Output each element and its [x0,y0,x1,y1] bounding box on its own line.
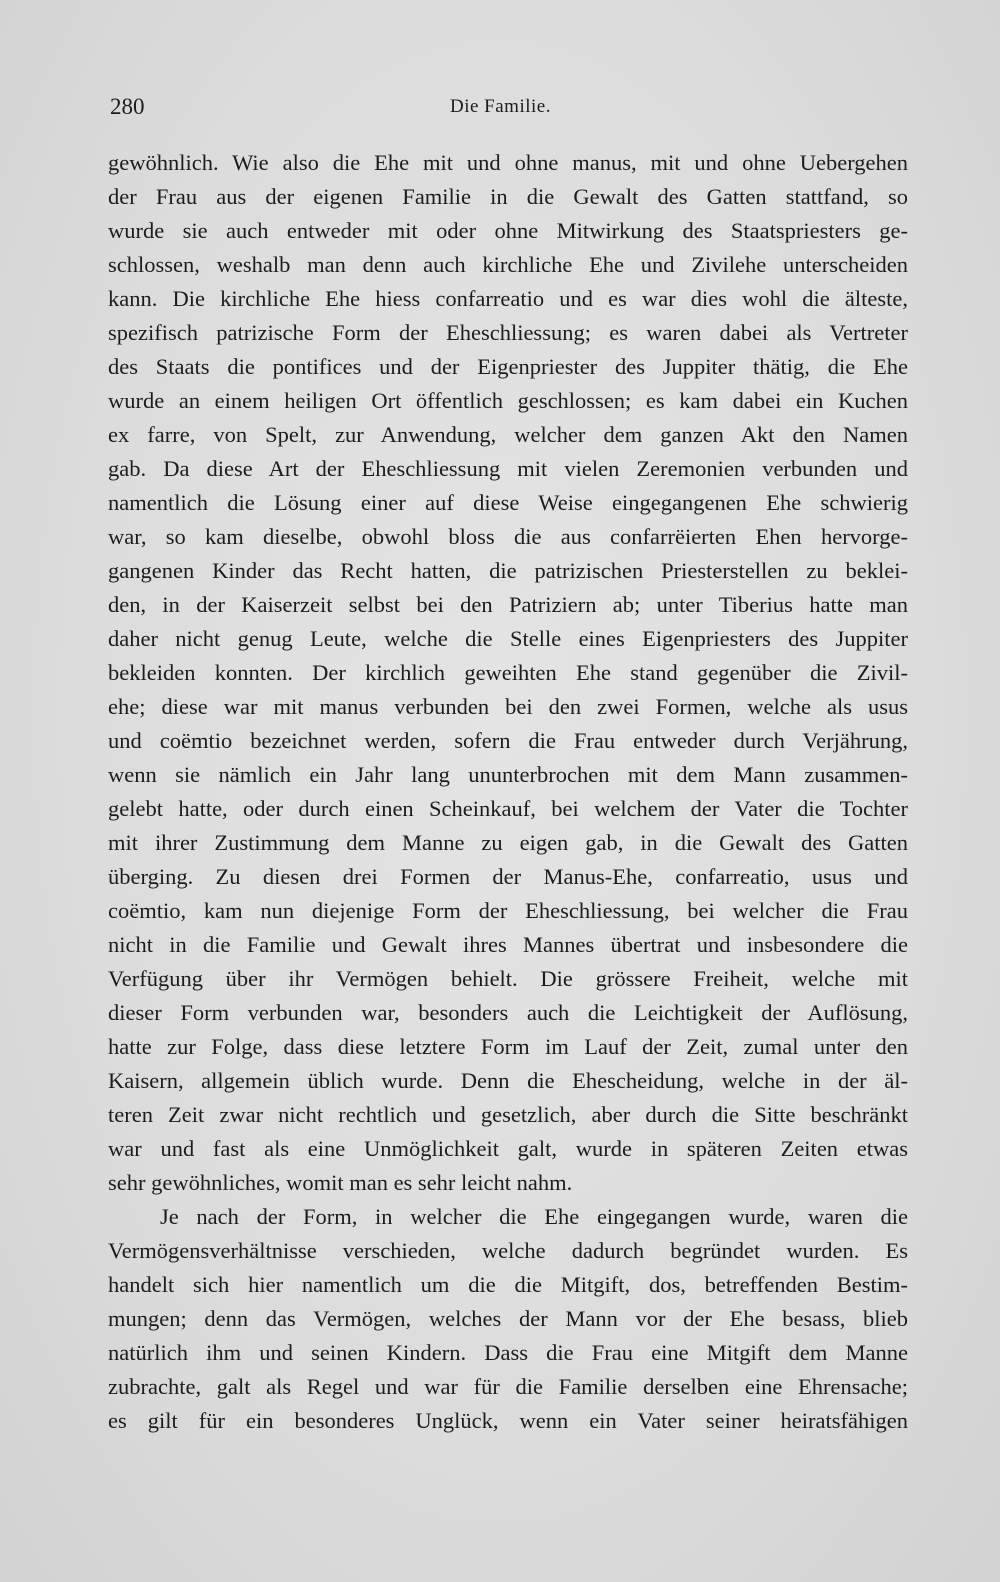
text-line: namentlich die Lösung einer auf diese Weise eingegangenen Ehe schwierig [108,490,908,515]
text-line: schlossen, weshalb man denn auch kirchliche Ehe und Zivilehe unterscheiden [108,252,908,277]
text-line: gelebt hatte, oder durch einen Scheinkauf, bei welchem der Vater die Tochter [108,796,908,821]
text-line: dieser Form verbunden war, besonders auch die Leichtigkeit der Auflösung, [108,1000,908,1025]
text-line: den, in der Kaiserzeit selbst bei den Patriziern ab; unter Tiberius hatte man [108,592,908,617]
text-line: coëmtio, kam nun diejenige Form der Eheschliessung, bei welcher die Frau [108,898,908,923]
text-line: ex farre, von Spelt, zur Anwendung, welcher dem ganzen Akt den Namen [108,422,908,447]
text-line: gab. Da diese Art der Eheschliessung mit vielen Zeremonien verbunden und [108,456,908,481]
text-line: daher nicht genug Leute, welche die Stelle eines Eigenpriesters des Juppiter [108,626,908,651]
text-line: wurde sie auch entweder mit oder ohne Mitwirkung des Staatspriesters ge- [108,218,908,243]
paragraph [108,1200,908,1438]
body-text [108,146,908,1438]
page-header [110,94,910,128]
text-line: mit ihrer Zustimmung dem Manne zu eigen gab, in die Gewalt des Gatten [108,830,908,855]
text-line: Je nach der Form, in welcher die Ehe eingegangen wurde, waren die [160,1204,908,1229]
text-line: nicht in die Familie und Gewalt ihres Mannes übertrat und insbesondere die [108,932,908,957]
text-line: kann. Die kirchliche Ehe hiess confarreatio und es war dies wohl die älteste, [108,286,908,311]
running-title: Die Familie. [450,96,551,117]
text-line: mungen; denn das Vermögen, welches der Mann vor der Ehe besass, blieb [108,1306,908,1331]
text-line: wurde an einem heiligen Ort öffentlich geschlossen; es kam dabei ein Kuchen [108,388,908,413]
text-line: sehr gewöhnliches, womit man es sehr leicht nahm. [108,1170,573,1195]
text-line: Verfügung über ihr Vermögen behielt. Die grössere Freiheit, welche mit [108,966,908,991]
text-line: spezifisch patrizische Form der Eheschliessung; es waren dabei als Vertreter [108,320,908,345]
text-line: zubrachte, galt als Regel und war für die Familie derselben eine Ehrensache; [108,1374,908,1399]
text-line: war und fast als eine Unmöglichkeit galt, wurde in späteren Zeiten etwas [108,1136,908,1161]
text-line: gewöhnlich. Wie also die Ehe mit und ohne manus, mit und ohne Uebergehen [108,150,908,175]
text-line: und coëmtio bezeichnet werden, sofern die Frau entweder durch Verjährung, [108,728,908,753]
text-line: bekleiden konnten. Der kirchlich geweihten Ehe stand gegenüber die Zivil- [108,660,908,685]
text-line: der Frau aus der eigenen Familie in die Gewalt des Gatten stattfand, so [108,184,908,209]
paragraph [108,146,908,1200]
text-line: Vermögensverhältnisse verschieden, welche dadurch begründet wurden. Es [108,1238,908,1263]
text-line: des Staats die pontifices und der Eigenpriester des Juppiter thätig, die Ehe [108,354,908,379]
text-line: war, so kam dieselbe, obwohl bloss die aus confarrëierten Ehen hervorge- [108,524,908,549]
text-line: teren Zeit zwar nicht rechtlich und gesetzlich, aber durch die Sitte beschränkt [108,1102,908,1127]
text-line: gangenen Kinder das Recht hatten, die patrizischen Priesterstellen zu beklei- [108,558,908,583]
text-line: natürlich ihm und seinen Kindern. Dass die Frau eine Mitgift dem Manne [108,1340,908,1365]
text-line: überging. Zu diesen drei Formen der Manus-Ehe, confarreatio, usus und [108,864,908,889]
text-line: ehe; diese war mit manus verbunden bei den zwei Formen, welche als usus [108,694,908,719]
text-line: handelt sich hier namentlich um die die Mitgift, dos, betreffenden Bestim- [108,1272,908,1297]
text-line: hatte zur Folge, dass diese letztere Form im Lauf der Zeit, zumal unter den [108,1034,908,1059]
text-line: wenn sie nämlich ein Jahr lang ununterbrochen mit dem Mann zusammen- [108,762,908,787]
text-line: Kaisern, allgemein üblich wurde. Denn die Ehescheidung, welche in der äl- [108,1068,908,1093]
text-line: es gilt für ein besonderes Unglück, wenn ein Vater seiner heiratsfähigen [108,1408,908,1433]
page-number: 280 [110,94,145,119]
